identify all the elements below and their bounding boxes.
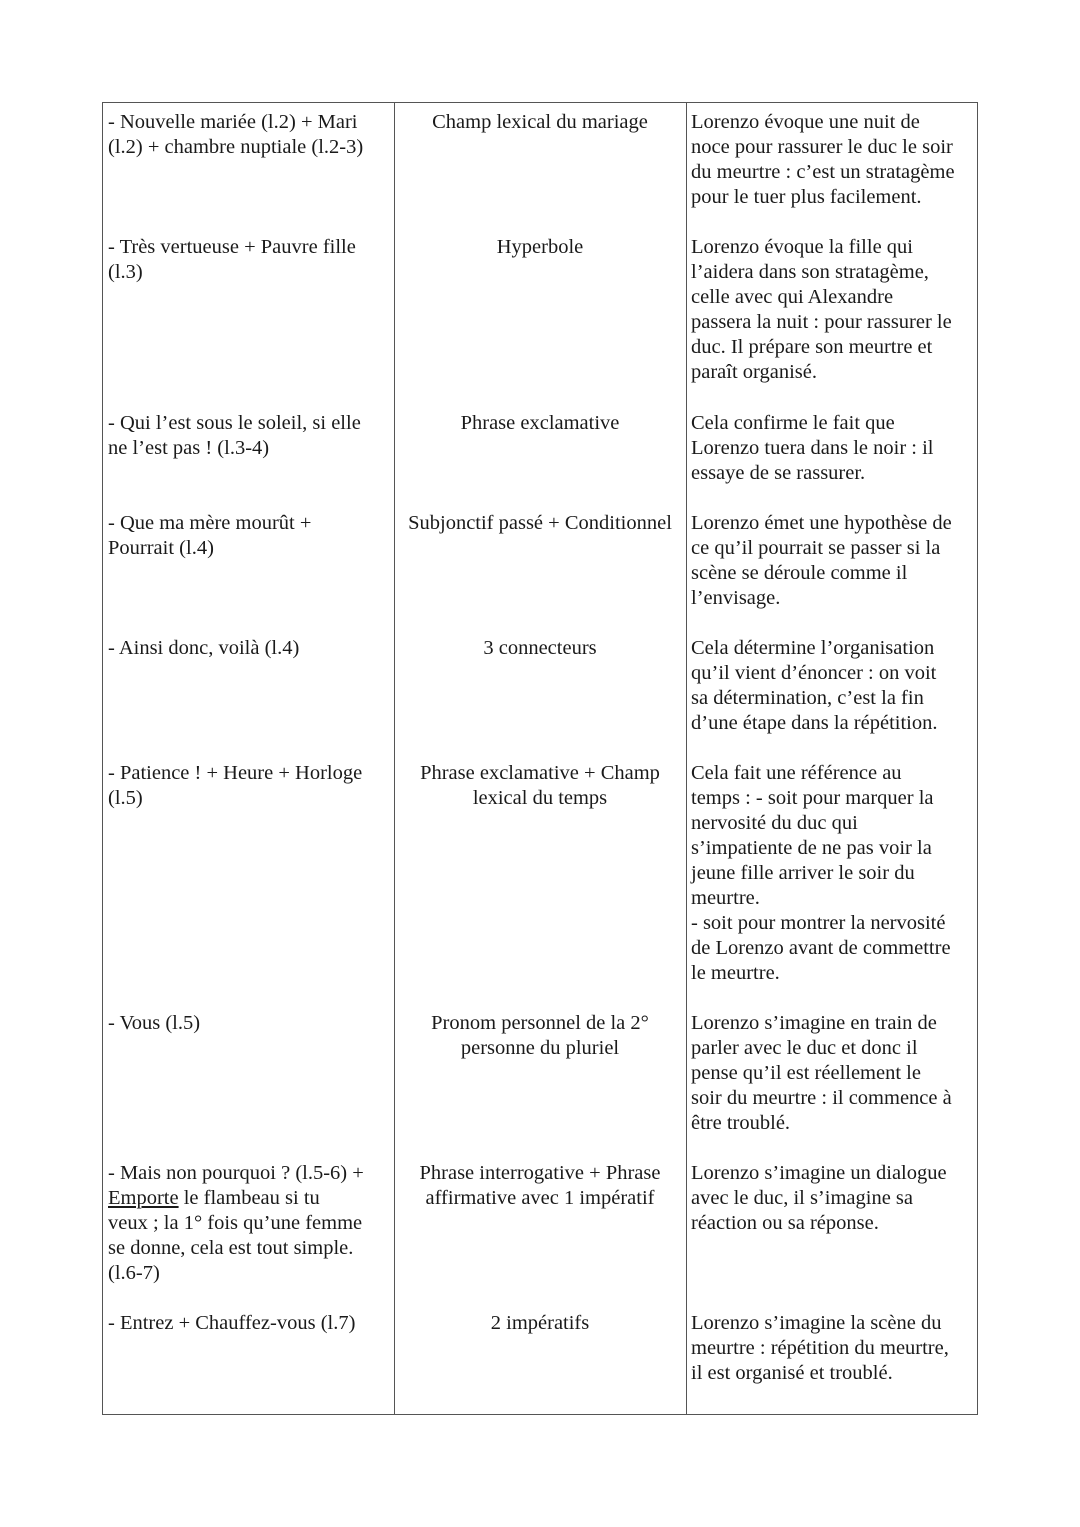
citation-cell: - Très vertueuse + Pauvre fille (l.3)	[108, 236, 356, 283]
interpretation-cell: Lorenzo évoque une nuit de noce pour rassurer le duc le soir du meurtre : c’est un stratagème pour le tuer plus facilement.	[691, 111, 955, 208]
citation-underlined-word: Emporte	[108, 1187, 179, 1209]
citation-cell: - Qui l’est sous le soleil, si elle ne l’est pas ! (l.3-4)	[108, 412, 361, 459]
procede-cell: 3 connecteurs	[483, 637, 597, 659]
interpretation-cell: Lorenzo s’imagine en train de parler avec le duc et donc il pense qu’il est réellement le soir du meurtre : il commence à être troublé.	[691, 1012, 952, 1134]
analysis-table	[102, 102, 978, 1415]
column-divider	[394, 103, 395, 1414]
interpretation-cell: Lorenzo s’imagine un dialogue avec le duc, il s’imagine sa réaction ou sa réponse.	[691, 1162, 947, 1234]
citation-cell: - Ainsi donc, voilà (l.4)	[108, 637, 300, 659]
interpretation-cell: Lorenzo émet une hypothèse de ce qu’il pourrait se passer si la scène se déroule comme il l’envisage.	[691, 512, 952, 609]
procede-cell: Hyperbole	[496, 236, 584, 258]
procede-cell: Champ lexical du mariage	[432, 111, 648, 133]
interpretation-cell: Cela détermine l’organisation qu’il vient d’énoncer : on voit sa détermination, c’est la fin d’une étape dans la répétition.	[691, 637, 938, 734]
interpretation-cell: Lorenzo s’imagine la scène du meurtre : répétition du meurtre, il est organisé et troublé.	[691, 1312, 949, 1384]
interpretation-cell: Lorenzo évoque la fille qui l’aidera dans son stratagème, celle avec qui Alexandre passera la nuit : pour rassurer le duc. Il prépare son meurtre et paraît organisé.	[691, 236, 952, 383]
interpretation-cell: Cela fait une référence au temps : - soit pour marquer la nervosité du duc qui s’impatiente de ne pas voir la jeune fille arriver le soir du meurtre. - soit pour montrer la nervosité de Lorenzo avant de commettre le meurtre.	[691, 762, 951, 984]
citation-cell: - Entrez + Chauffez-vous (l.7)	[108, 1312, 356, 1334]
procede-cell: Subjonctif passé + Conditionnel	[408, 512, 672, 534]
procede-cell: 2 impératifs	[490, 1312, 590, 1334]
procede-cell: Phrase exclamative + Champ lexical du temps	[420, 762, 660, 809]
citation-cell: - Que ma mère mourût + Pourrait (l.4)	[108, 512, 312, 559]
citation-cell: - Vous (l.5)	[108, 1012, 201, 1034]
citation-cell: - Nouvelle mariée (l.2) + Mari (l.2) + chambre nuptiale (l.2-3)	[108, 111, 364, 158]
interpretation-cell: Cela confirme le fait que Lorenzo tuera dans le noir : il essaye de se rassurer.	[691, 412, 934, 484]
column-divider	[686, 103, 687, 1414]
citation-cell	[108, 1161, 388, 1286]
citation-cell: - Patience ! + Heure + Horloge (l.5)	[108, 762, 363, 809]
procede-cell: Pronom personnel de la 2° personne du pluriel	[431, 1012, 649, 1059]
citation-text: - Mais non pourquoi ? (l.5-6) +	[108, 1162, 364, 1184]
procede-cell: Phrase exclamative	[460, 412, 620, 434]
citation-text: le flambeau si tu veux ; la 1° fois qu’une femme se donne, cela est tout simple. (l.6-7)	[108, 1187, 363, 1284]
procede-cell: Phrase interrogative + Phrase affirmative avec 1 impératif	[419, 1162, 661, 1209]
